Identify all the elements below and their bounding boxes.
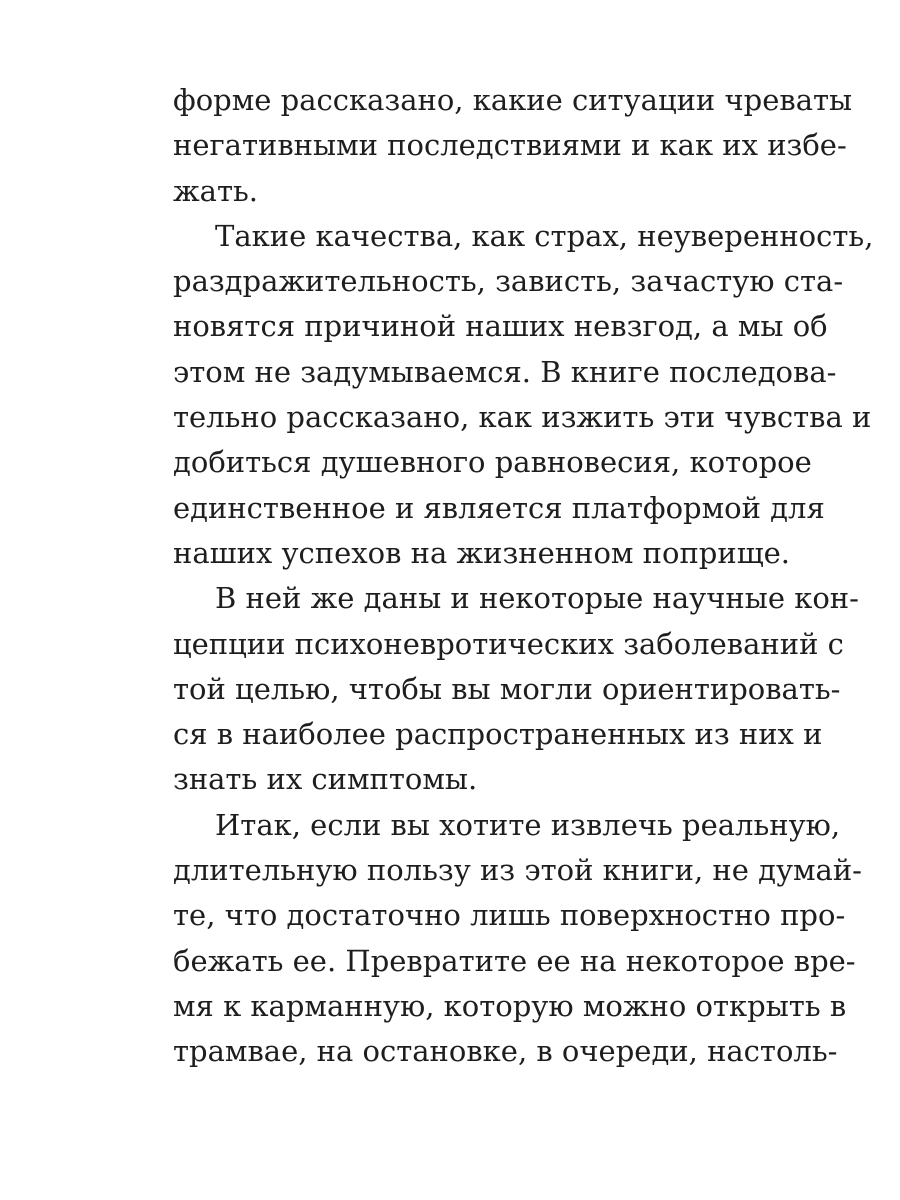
text-line: те, что достаточно лишь поверхностно про- xyxy=(173,898,846,933)
text-line: той целью, чтобы вы могли ориентировать- xyxy=(173,671,841,706)
text-line: форме рассказано, какие ситуации чреваты xyxy=(173,83,853,117)
paragraph xyxy=(173,576,859,802)
text-line: единственное и является платформой для xyxy=(173,490,825,525)
text-line: Итак, если вы хотите извлечь реальную, xyxy=(215,807,841,842)
text-line: трамвае, на остановке, в очереди, настоль- xyxy=(173,1034,838,1069)
paragraph xyxy=(173,803,862,1075)
text-line: ся в наиболее распространенных из них и xyxy=(173,717,823,752)
text-line: новятся причиной наших невзгод, а мы об xyxy=(173,309,828,344)
text-line: тельно рассказано, как изжить эти чувства и xyxy=(173,400,872,435)
text-line: мя к карманную, которую можно открыть в xyxy=(173,988,847,1023)
text-line: этом не задумываемся. В книге последова- xyxy=(173,354,837,389)
text-line: цепции психоневротических заболеваний с xyxy=(173,626,844,661)
paragraph xyxy=(173,214,874,576)
text-line: Такие качества, как страх, неуверенность, xyxy=(215,218,874,253)
text-line: знать их симптомы. xyxy=(173,762,478,797)
text-line: негативными последствиями и как их избе- xyxy=(173,128,847,163)
body-text xyxy=(173,78,874,1075)
text-line: жать. xyxy=(173,173,259,208)
text-line: раздражительность, зависть, зачастую ста- xyxy=(173,264,844,299)
text-line: В ней же даны и некоторые научные кон- xyxy=(215,581,859,616)
text-line: наших успехов на жизненном поприще. xyxy=(173,535,791,570)
text-line: длительную пользу из этой книги, не думай- xyxy=(173,853,862,888)
text-line: бежать ее. Превратите ее на некоторое вре- xyxy=(173,943,856,978)
text-line: добиться душевного равновесия, которое xyxy=(173,445,812,480)
paragraph xyxy=(173,78,853,214)
